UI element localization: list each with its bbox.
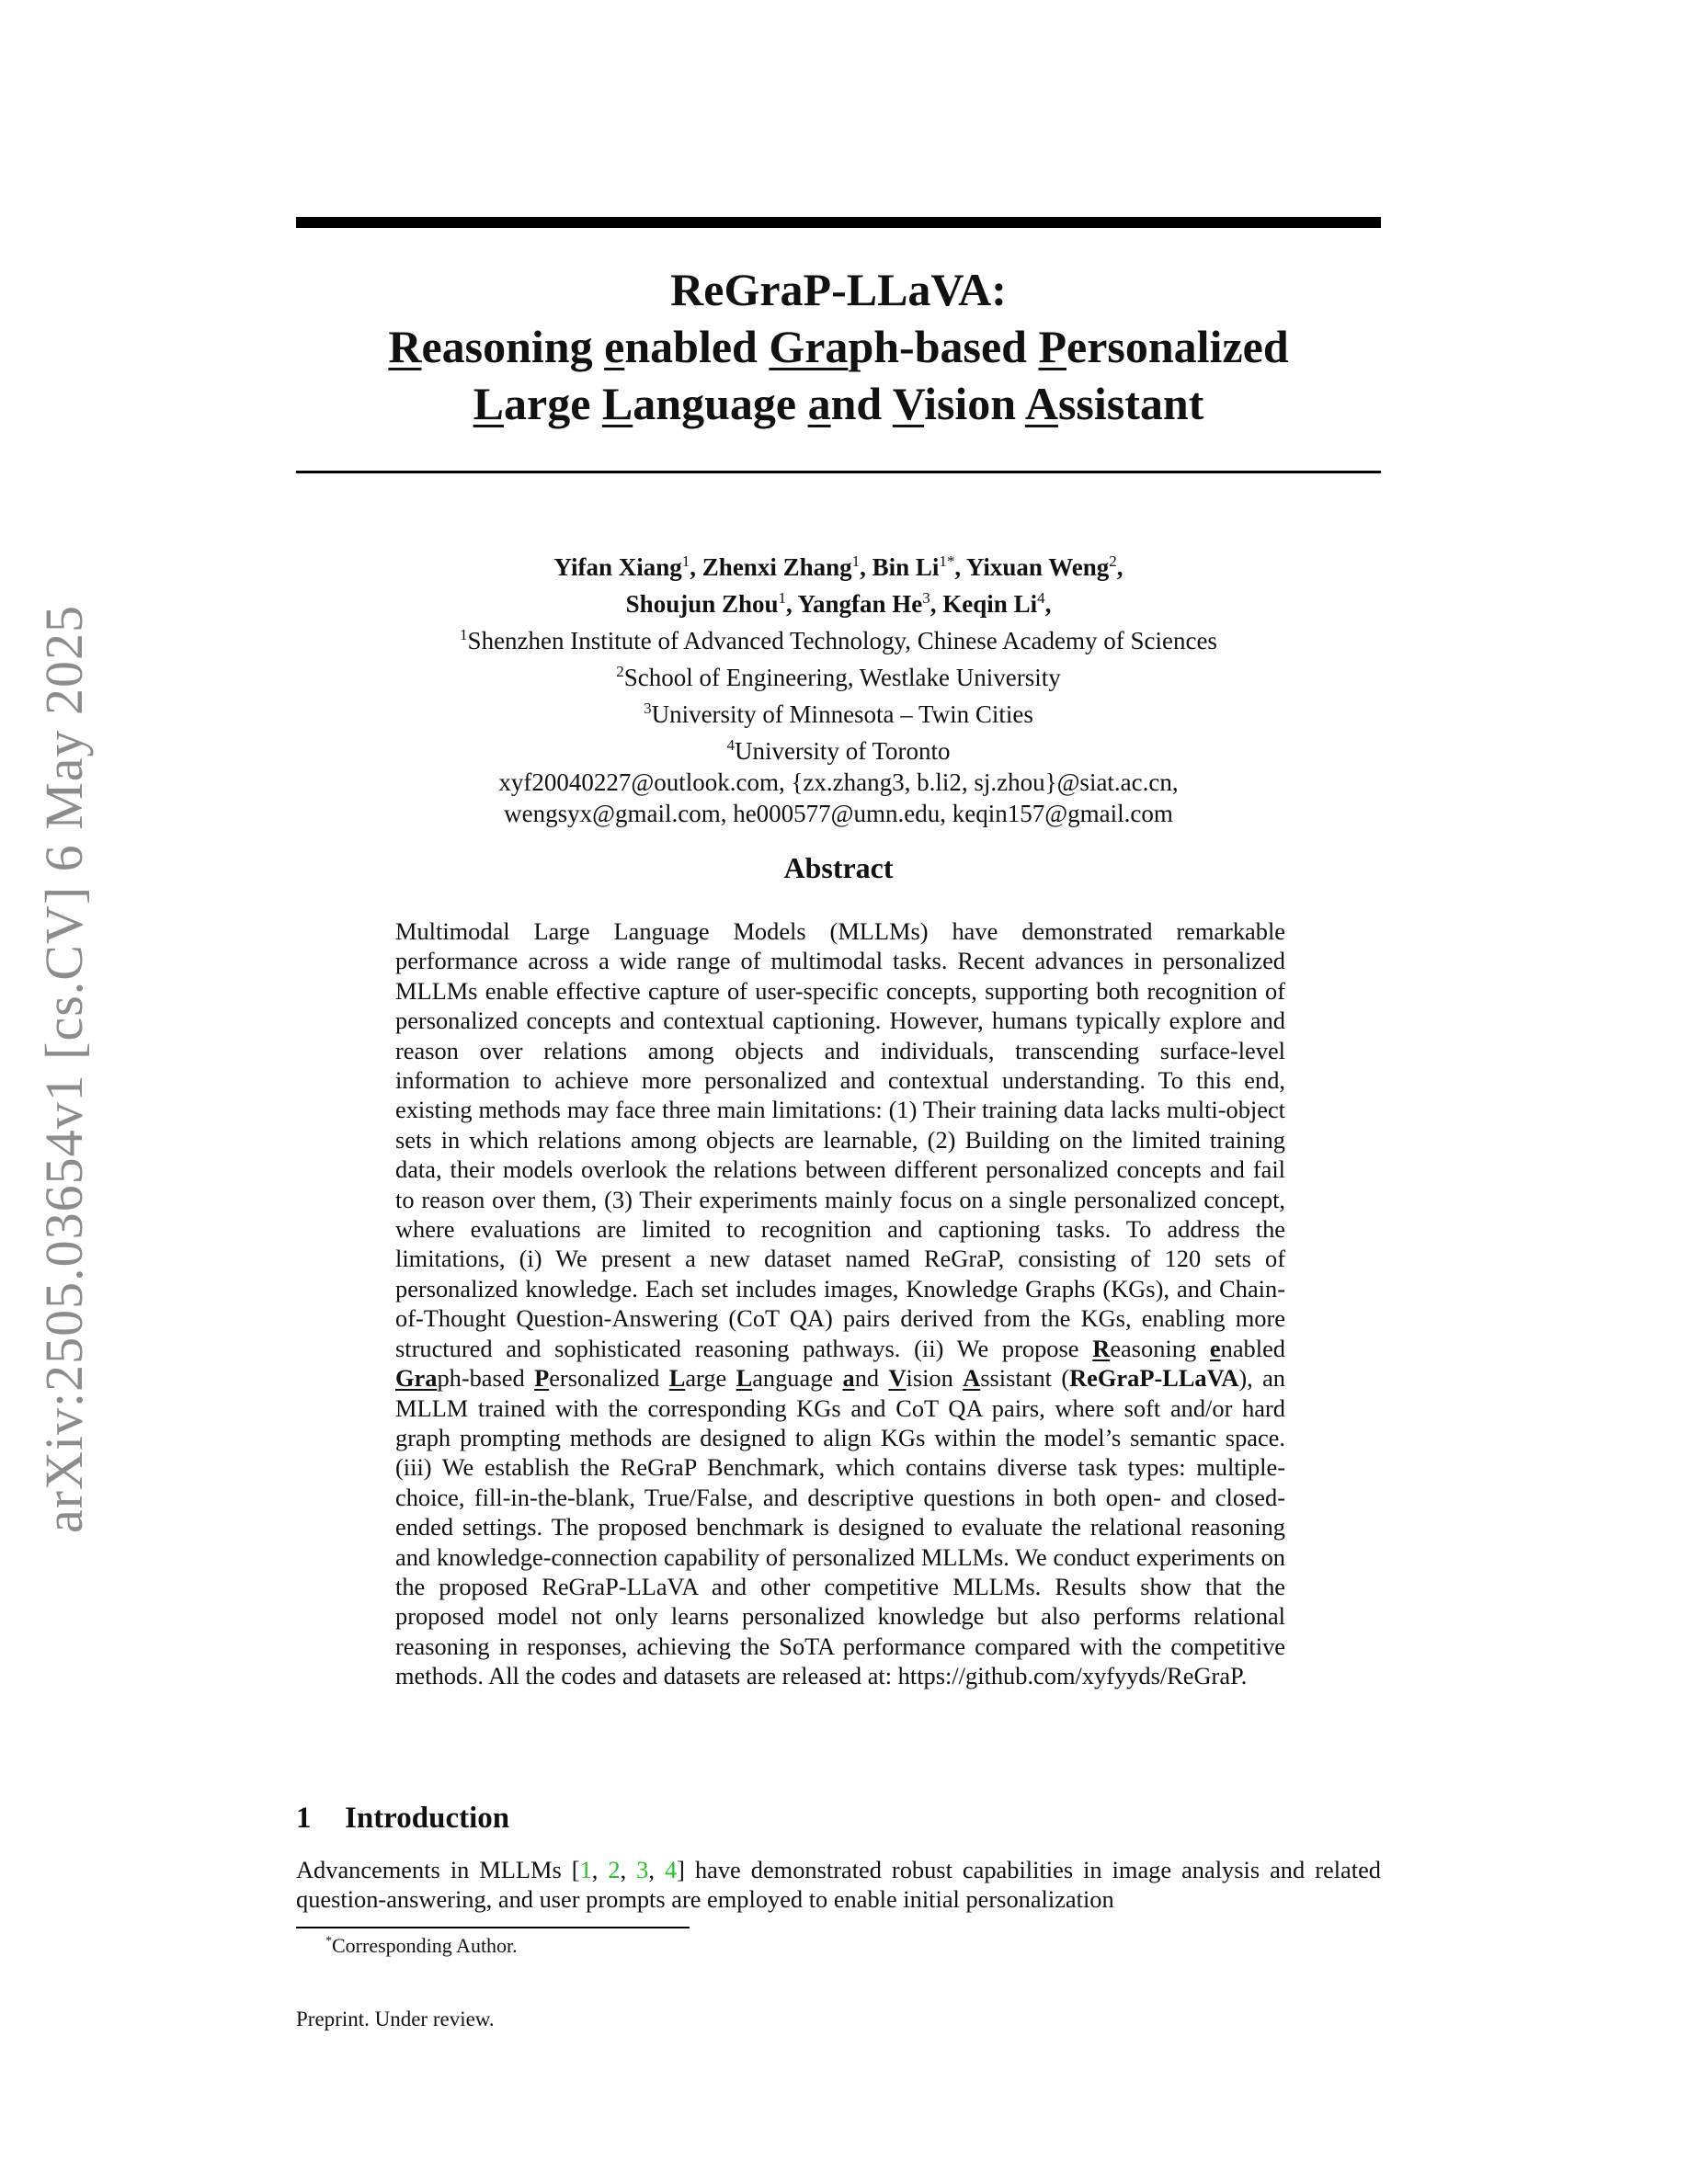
author-name: Yangfan He (797, 590, 923, 618)
author-separator: , (930, 590, 943, 618)
title-word-initial: L (473, 378, 505, 429)
title-word-rest: nd (830, 378, 893, 429)
abstract-text-part-2: ), an MLLM trained with the corresponding KGs and CoT QA pairs, where soft and/or hard graph prompting methods are designed to align KGs within the model’s semantic space. (iii) We establish the ReGraP Benchmark, which contains diverse task types: multiple-choice, fill-in-the-blank, True/False, and descriptive questions in both open- and closed-ended settings. The proposed benchmark is designed to evaluate the relational reasoning and knowledge-connection capability of personalized MLLMs. We conduct experiments on the proposed ReGraP-LLaVA and other competitive MLLMs. Results show that the proposed model not only learns personalized knowledge but also performs relational reasoning in responses, achieving the SoTA performance compared with the competitive methods. All the codes and datasets are released at: https://github.com/xyfyyds/ReGraP. (395, 1364, 1285, 1690)
intro-text-before: Advancements in MLLMs [ (296, 1856, 580, 1883)
author-name: Yifan Xiang (553, 553, 682, 581)
title-word-initial: R (388, 321, 422, 372)
affiliation (296, 620, 1381, 656)
author-separator: , (690, 553, 702, 581)
title-word-rest: nabled (624, 321, 770, 372)
affiliation-mark: 2 (616, 663, 624, 680)
arxiv-identifier: arXiv:2505.03654v1 [cs.CV] 6 May 2025 (34, 604, 94, 1533)
affiliation-name: University of Toronto (734, 737, 951, 765)
author-separator: , (954, 553, 966, 581)
author-affiliation-mark: 1 (851, 552, 861, 570)
author-affiliation-mark: 1* (939, 552, 955, 570)
acronym-word-rest: easoning (1110, 1334, 1210, 1362)
author-affiliation-mark: 4 (1037, 589, 1045, 607)
acronym-word-initial: R (1092, 1334, 1111, 1362)
emails-line-2: wengsyx@gmail.com, he000577@umn.edu, keqin157@gmail.com (504, 800, 1173, 827)
acronym-word-initial: A (963, 1364, 981, 1393)
title-word-rest: ersonalized (1066, 321, 1289, 372)
acronym-word-initial: Gra (395, 1364, 438, 1393)
acronym-word-initial: L (736, 1364, 753, 1393)
section-number: 1 (296, 1802, 312, 1835)
title-word-initial: P (1038, 321, 1067, 372)
author-block (296, 546, 1381, 829)
abstract-heading: Abstract (783, 851, 894, 884)
paper-title (296, 261, 1381, 432)
affiliation (296, 656, 1381, 693)
title-word-rest: arge (504, 378, 602, 429)
affiliation-name: School of Engineering, Westlake University (623, 664, 1061, 691)
title-word-rest: ph-based (848, 321, 1039, 372)
affiliation-mark: 3 (644, 700, 652, 717)
affiliation-list (296, 620, 1381, 767)
acronym-word-initial: a (842, 1364, 855, 1393)
author-name: Keqin Li (942, 590, 1038, 618)
author-separator: , (860, 553, 873, 581)
affiliation (296, 693, 1381, 730)
author-separator: , (1044, 590, 1052, 618)
author-name: Zhenxi Zhang (701, 553, 852, 581)
title-word-initial: A (1024, 378, 1058, 429)
title-line-3 (296, 375, 1381, 432)
author-affiliation-mark: 1 (681, 552, 690, 570)
title-word-initial: e (604, 321, 625, 372)
abstract-text-part-1: Multimodal Large Language Models (MLLMs) have demonstrated remarkable performance across a wide range of multimodal tasks. Recent advances in personalized MLLMs enable effective capture of user-specific concepts, supporting both recognition of personalized concepts and contextual captioning. However, humans typically explore and reason over relations among objects and individuals, transcending surface-level information to achieve more personalized and contextual understanding. To this end, existing methods may face three main limitations: (1) Their training data lacks multi-object sets in which relations among objects are learnable, (2) Building on the limited training data, their models overlook the relations between different personalized concepts and fail to reason over them, (3) Their experiments mainly focus on a single personalized concept, where evaluations are limited to recognition and captioning tasks. To address the limitations, (i) We present a new dataset named ReGraP, consisting of 120 sets of personalized knowledge. Each set includes images, Knowledge Graphs (KGs), and Chain-of-Thought Question-Answering (CoT QA) pairs derived from the KGs, enabling more structured and sophisticated reasoning pathways. (ii) We propose (395, 917, 1285, 1362)
footnote-text: Corresponding Author. (332, 1934, 518, 1957)
citation-separator: , (620, 1856, 637, 1883)
author-name: Bin Li (872, 553, 940, 581)
citation-separator: , (591, 1856, 609, 1883)
affiliation (296, 730, 1381, 767)
title-top-rule (296, 217, 1381, 228)
title-word-initial: Gra (769, 321, 849, 372)
author-name: Shoujun Zhou (625, 590, 779, 618)
affiliation-mark: 4 (726, 736, 735, 754)
citation-separator: , (648, 1856, 665, 1883)
author-name: Yixuan Weng (965, 553, 1110, 581)
section-heading-introduction (296, 1802, 509, 1836)
preprint-notice: Preprint. Under review. (296, 2008, 495, 2030)
acronym-word-rest: nd (854, 1364, 889, 1393)
author-separator: , (1116, 553, 1123, 581)
abstract-paren-open: ( (1051, 1364, 1070, 1393)
author-row-1 (296, 546, 1381, 583)
citation-link: 4 (664, 1856, 678, 1883)
title-word-rest: ision (924, 378, 1025, 429)
footnote-rule (296, 1927, 690, 1928)
acronym-word-rest: ision (906, 1364, 964, 1393)
acronym-word-initial: V (888, 1364, 907, 1393)
introduction-paragraph (296, 1855, 1381, 1915)
acronym-word-rest: ssistant (980, 1364, 1052, 1393)
title-word-rest: easoning (421, 321, 605, 372)
acronym-word-initial: e (1209, 1334, 1221, 1362)
citation-link: 3 (636, 1856, 649, 1883)
affiliation-mark: 1 (460, 626, 468, 643)
affiliation-name: Shenzhen Institute of Advanced Technology, Chinese Academy of Sciences (467, 627, 1217, 654)
author-separator: , (786, 590, 798, 618)
author-affiliation-mark: 3 (922, 589, 930, 607)
acronym-word-initial: P (534, 1364, 550, 1393)
citation-link: 2 (608, 1856, 621, 1883)
section-title: Introduction (345, 1802, 510, 1835)
intro-text-after: ] have demonstrated robust capabilities in image analysis and related question-answering, and user prompts are employed to enable initial personalization (296, 1856, 1381, 1914)
title-word-initial: L (601, 378, 633, 429)
title-word-rest: anguage (633, 378, 808, 429)
acronym-word-initial: L (668, 1364, 686, 1393)
acronym-word-rest: nabled (1220, 1334, 1285, 1362)
footnote (325, 1934, 518, 1958)
acronym-word-rest: ph-based (437, 1364, 535, 1393)
footnote-mark: * (325, 1934, 332, 1949)
acronym-word-rest: anguage (752, 1364, 843, 1393)
title-line-1: ReGraP-LLaVA: (670, 264, 1007, 315)
title-word-initial: a (807, 378, 831, 429)
title-word-rest: ssistant (1057, 378, 1204, 429)
citation-list (580, 1856, 678, 1883)
title-word-initial: V (892, 378, 925, 429)
emails-line-1: xyf20040227@outlook.com, {zx.zhang3, b.li2, sj.zhou}@siat.ac.cn, (498, 768, 1179, 796)
model-name: ReGraP-LLaVA (1069, 1364, 1239, 1393)
acronym-word-rest: ersonalized (549, 1364, 669, 1393)
title-line-2 (296, 318, 1381, 375)
acronym-word-rest: arge (685, 1364, 736, 1393)
abstract-body (395, 916, 1285, 1691)
affiliation-name: University of Minnesota – Twin Cities (651, 700, 1033, 728)
author-affiliation-mark: 1 (778, 589, 787, 607)
title-bottom-rule (296, 471, 1381, 473)
author-affiliation-mark: 2 (1109, 552, 1117, 570)
author-row-2 (296, 583, 1381, 620)
citation-link: 1 (579, 1856, 592, 1883)
